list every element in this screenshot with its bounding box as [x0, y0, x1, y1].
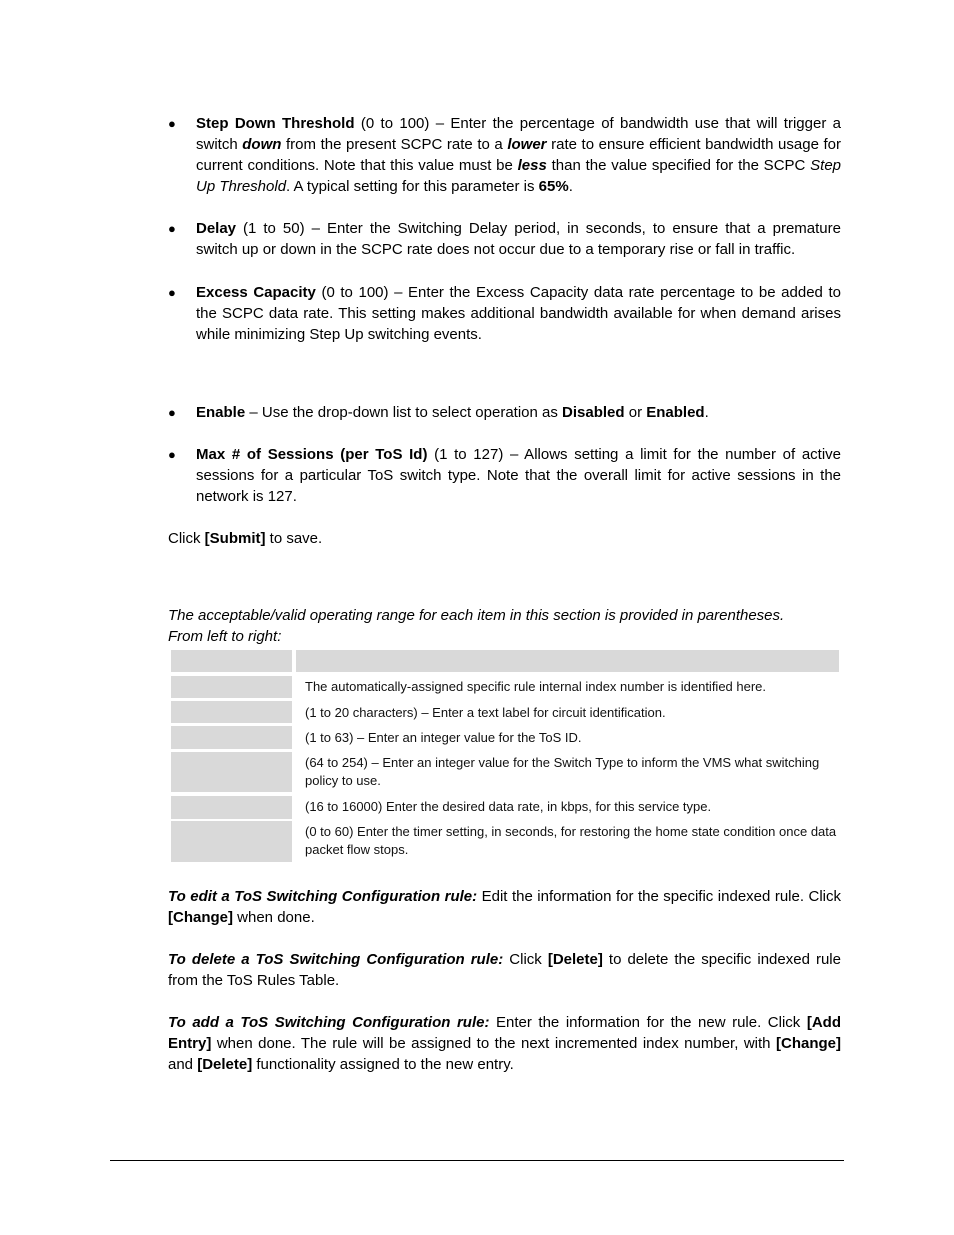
table-desc-cell: (1 to 20 characters) – Enter a text label for circuit identification. [305, 705, 666, 720]
bullet-icon: ● [168, 221, 176, 236]
table-label-cell [171, 701, 292, 723]
table-desc-cell: (0 to 60) Enter the timer setting, in seconds, for restoring the home state condition once data packet flow stops. [305, 824, 837, 857]
add-rule-paragraph: To add a ToS Switching Configuration rule: Enter the information for the new rule. Click [Add Entry] when done. The rule will be assigned to the next incremented index number, with [Change] and [Delete] functionality assigned to the new entry. [168, 1014, 841, 1073]
table-desc-cell: (1 to 63) – Enter an integer value for the ToS ID. [305, 730, 582, 745]
bullet-icon: ● [168, 285, 176, 300]
table-desc-cell: The automatically-assigned specific rule internal index number is identified here. [305, 679, 767, 694]
click-submit-paragraph: Click [Submit] to save. [168, 530, 323, 547]
term: Step Down Threshold [196, 115, 355, 132]
range-note: The acceptable/valid operating range for each item in this section is provided in parentheses. From left to right: [168, 607, 785, 645]
add-entry-button-ref: [Add Entry] [168, 1014, 841, 1052]
table-row [169, 796, 840, 820]
bullet-delay: ● Delay (1 to 50) – Enter the Switching Delay period, in seconds, to ensure that a premature switch up or down in the SCPC rate does not occur due to a temporary rise or fall in traffic. [168, 220, 841, 258]
table-header-row [169, 650, 840, 674]
bullet-icon: ● [168, 116, 176, 131]
table-row [169, 676, 840, 700]
table-label-cell [171, 726, 292, 749]
term: Enable [196, 404, 246, 421]
bullet-enable: ● Enable – Use the drop-down list to select operation as Disabled or Enabled. [168, 404, 709, 421]
delete-rule-paragraph: To delete a ToS Switching Configuration rule: Click [Delete] to delete the specific indexed rule from the ToS Rules Table. [168, 951, 841, 989]
term: Excess Capacity [196, 284, 316, 301]
term: Delay [196, 220, 237, 237]
bullet-excess-capacity: ● Excess Capacity (0 to 100) – Enter the Excess Capacity data rate percentage to be added to the SCPC data rate. This setting makes additional bandwidth available for when demand arises while minimizing Step Up switching events. [168, 284, 841, 343]
bullet-icon: ● [168, 405, 176, 420]
footer-divider [110, 1160, 844, 1161]
table-row [169, 752, 840, 794]
submit-button-ref: [Submit] [204, 530, 266, 547]
table-row [169, 701, 840, 725]
table-row [169, 726, 840, 750]
table-row [169, 821, 840, 863]
table-label-cell [171, 752, 292, 792]
table-desc-cell: (16 to 16000) Enter the desired data rate, in kbps, for this service type. [305, 799, 712, 814]
table-label-cell [171, 796, 292, 819]
delete-button-ref: [Delete] [547, 951, 603, 968]
table-label-cell [171, 676, 292, 698]
table-header-cell-right [296, 650, 839, 672]
table-desc-cell: (64 to 254) – Enter an integer value for the Switch Type to inform the VMS what switching policy to use. [305, 755, 820, 788]
bullet-icon: ● [168, 447, 176, 462]
table-label-cell [171, 821, 292, 862]
table-header-cell-left [171, 650, 292, 672]
bullet-step-down-threshold: ● Step Down Threshold (0 to 100) – Enter the percentage of bandwidth use that will trigger a switch down from the present SCPC rate to a lower rate to ensure efficient bandwidth usage for current conditions. Note that this value must be less than the value specified for the SCPC Step Up Threshold. A typical setting for this parameter is 65%. [168, 115, 842, 195]
edit-rule-paragraph: To edit a ToS Switching Configuration rule: Edit the information for the specific indexed rule. Click [Change] when done. [168, 888, 841, 926]
bullet-max-sessions: ● Max # of Sessions (per ToS Id) (1 to 127) – Allows setting a limit for the number of active sessions for a particular ToS switch type. Note that the overall limit for active sessions in the network is 127. [168, 446, 841, 505]
term: Max # of Sessions (per ToS Id) [196, 446, 428, 463]
change-button-ref: [Change] [168, 909, 233, 926]
